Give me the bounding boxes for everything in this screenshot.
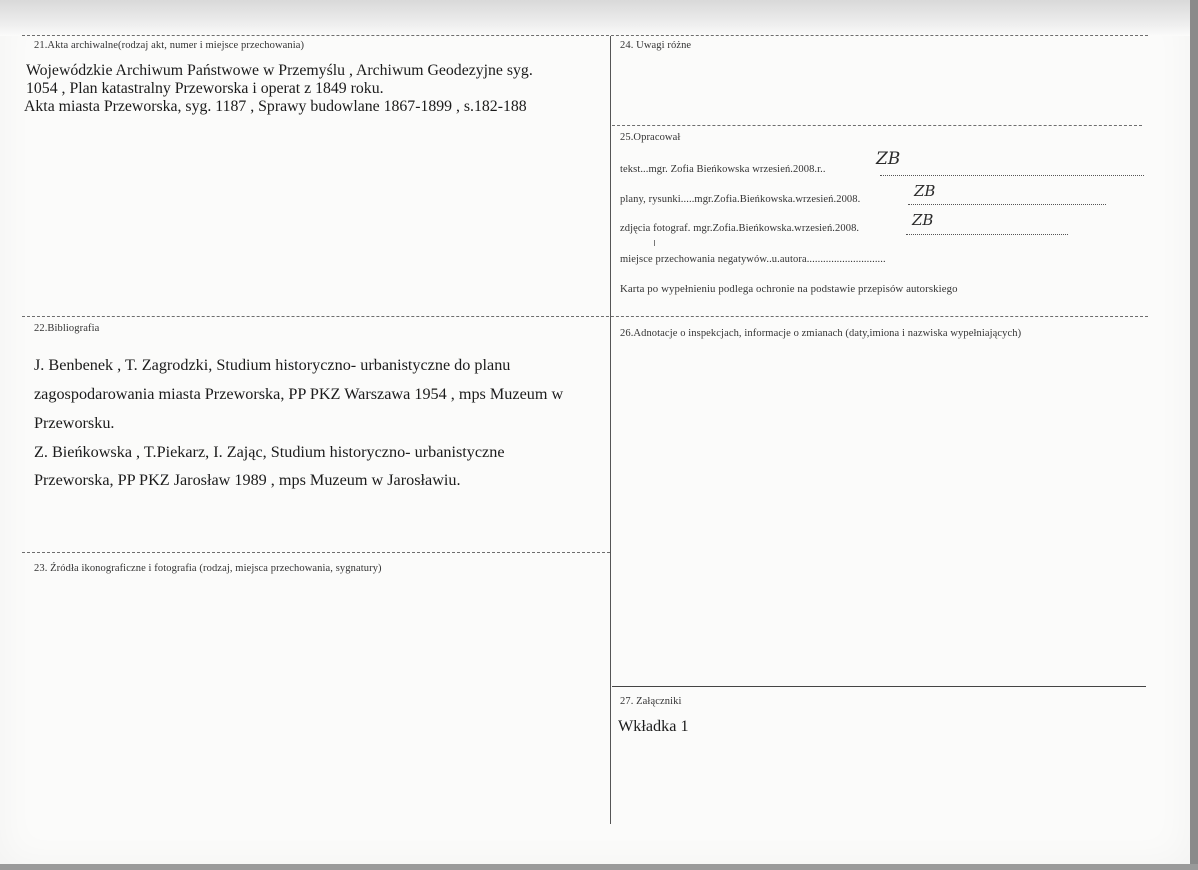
divider-24-25 — [612, 125, 1142, 126]
scan-right-edge — [1190, 0, 1198, 870]
section-21-line-2: 1054 , Plan katastralny Przeworska i operat z 1849 roku. — [26, 80, 384, 97]
section-21-line-3: Akta miasta Przeworska, syg. 1187 , Sprawy budowlane 1867-1899 , s.182-188 — [24, 98, 527, 115]
divider-22-23 — [22, 552, 610, 553]
bibliography-line-3: Przeworsku. — [34, 414, 115, 432]
author-initials-1: ZB — [876, 149, 901, 169]
section-21-header: 21.Akta archiwalne(rodzaj akt, numer i miejsce przechowania) — [34, 40, 305, 51]
copyright-notice: Karta po wypełnieniu podlega ochronie na podstawie przepisów autorskiego — [620, 283, 958, 295]
bibliography-line-4: Z. Bieńkowska , T.Piekarz, I. Zając, Studium historyczno- urbanistyczne — [34, 443, 505, 461]
author-initials-2: ZB — [914, 182, 936, 200]
bibliography-line-1: J. Benbenek , T. Zagrodzki, Studium historyczno- urbanistyczne do planu — [34, 356, 511, 374]
author-text-dots — [880, 175, 1144, 176]
section-23-header: 23. Źródła ikonograficzne i fotografia (rodzaj, miejsca przechowania, sygnatury) — [34, 563, 382, 574]
attachment-content: Wkładka 1 — [618, 717, 689, 735]
section-26-header: 26.Adnotacje o inspekcjach, informacje o zmianach (daty,imiona i nazwiska wypełniających) — [620, 328, 1022, 339]
section-24-header: 24. Uwagi różne — [620, 40, 692, 51]
section-22-header: 22.Bibliografia — [34, 323, 100, 334]
column-divider — [610, 36, 611, 824]
top-border-line — [22, 35, 1148, 36]
divider-26-27 — [612, 686, 1146, 687]
divider-21-22 — [22, 316, 1148, 317]
bibliography-line-2: zagospodarowania miasta Przeworska, PP PKZ Warszawa 1954 , mps Muzeum w — [34, 385, 564, 403]
bibliography-line-5: Przeworska, PP PKZ Jarosław 1989 , mps Muzeum w Jarosławiu. — [34, 471, 461, 489]
scan-top-shadow — [0, 0, 1198, 36]
author-initials-3: ZB — [912, 211, 934, 229]
section-27-header: 27. Załączniki — [620, 696, 682, 707]
section-21-line-1: Wojewódzkie Archiwum Państwowe w Przemyślu , Archiwum Geodezyjne syg. — [26, 62, 533, 79]
scan-bottom-edge — [0, 864, 1198, 870]
author-plans-line: plany, rysunki.....mgr.Zofia.Bieńkowska.wrzesień.2008. — [620, 194, 861, 205]
author-photos-line: zdjęcia fotograf. mgr.Zofia.Bieńkowska.wrzesień.2008. — [620, 223, 860, 234]
negatives-location-line: miejsce przechowania negatywów..u.autora............................. — [620, 254, 886, 265]
author-text-line: tekst...mgr. Zofia Bieńkowska wrzesień.2008.r.. — [620, 164, 826, 175]
author-plans-dots — [908, 204, 1106, 205]
author-photos-dots — [906, 234, 1068, 235]
scan-speck — [654, 240, 655, 246]
section-25-header: 25.Opracował — [620, 132, 681, 143]
